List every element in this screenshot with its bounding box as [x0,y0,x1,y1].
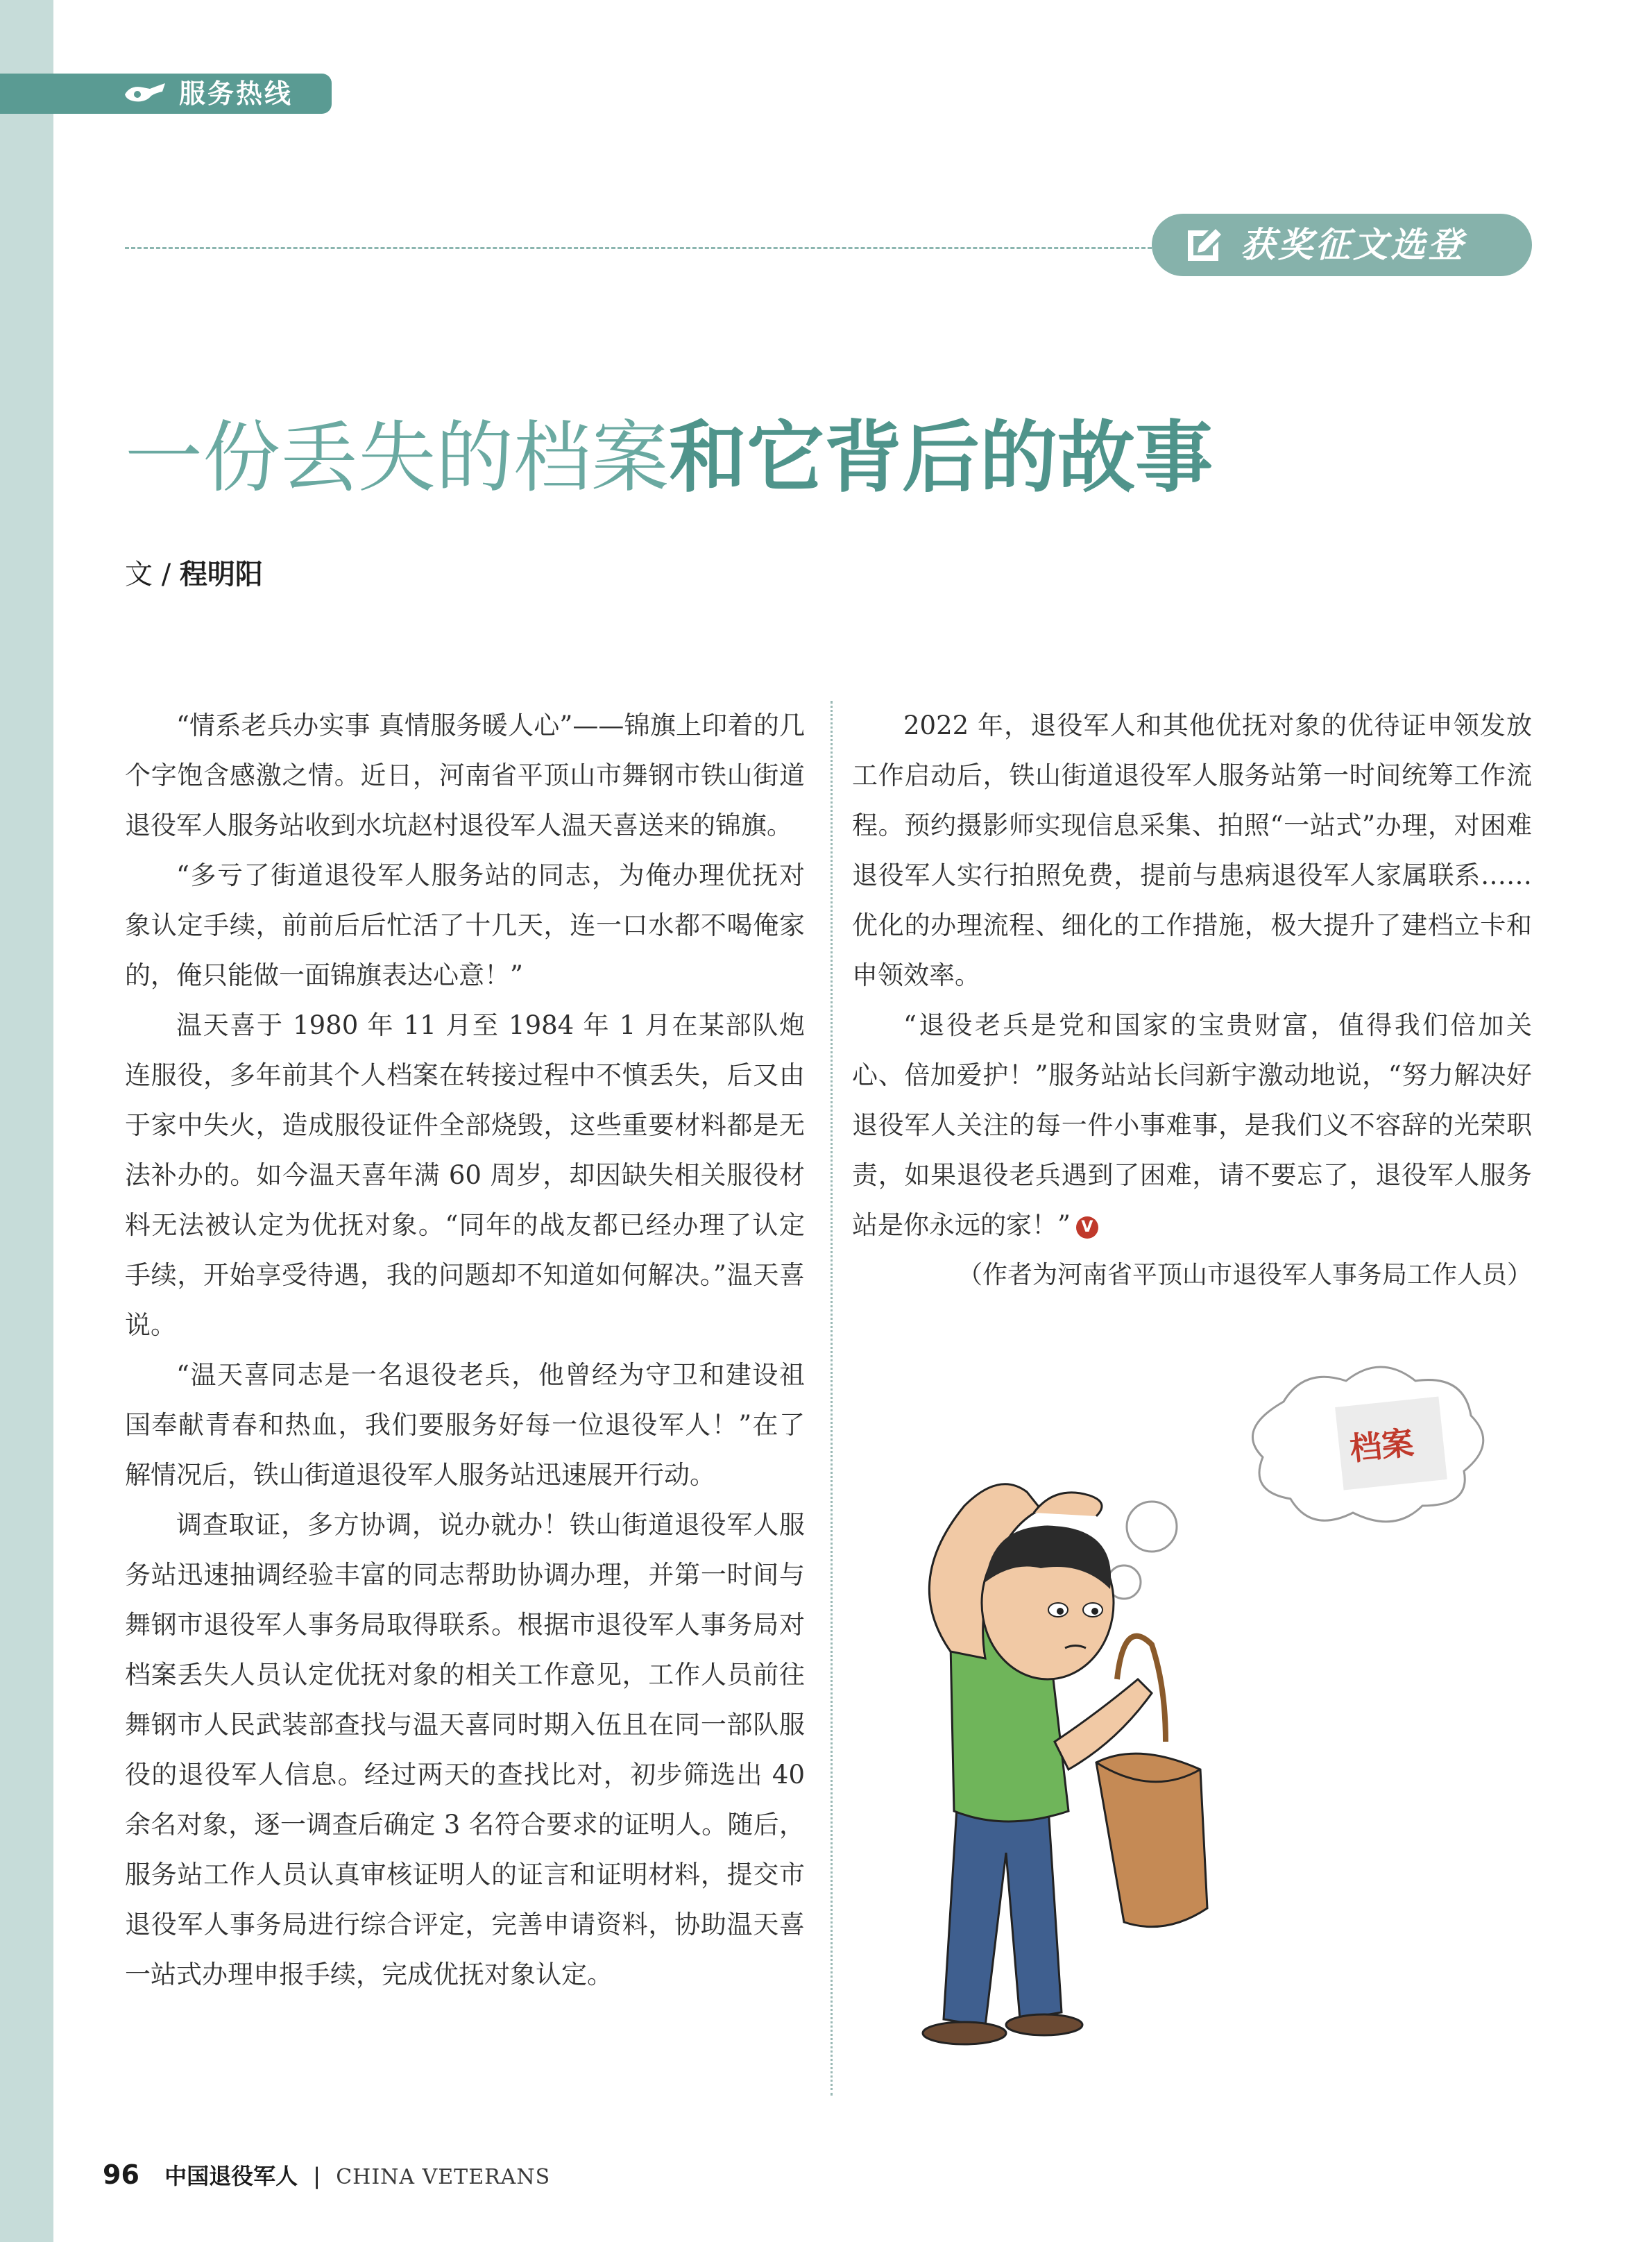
worried-man-icon [923,1484,1207,2044]
page-footer [103,2158,550,2194]
section-tab [0,74,332,114]
thought-label: 档案 [1347,1423,1415,1468]
paragraph: “情系老兵办实事 真情服务暖人心”——锦旗上印着的几个字饱含感激之情。近日，河南省平顶山市舞钢市铁山街道退役军人服务站收到水坑赵村退役军人温天喜送来的锦旗。 [125,711,805,840]
article-column-left [125,701,805,2000]
byline [125,555,263,594]
byline-author: 程明阳 [179,559,263,591]
paragraph: “多亏了街道退役军人服务站的同志，为俺办理优抚对象认定手续，前前后后忙活了十几天，连一口水都不喝俺家的，俺只能做一面锦旗表达心意！” [125,860,805,990]
paragraph [852,1001,1532,1250]
magazine-name-en: CHINA VETERANS [336,2165,551,2189]
column-divider [831,701,833,2096]
magazine-name-cn: 中国退役军人 [164,2163,298,2189]
header-dashed-rule [125,247,1152,249]
paragraph: 温天喜于 1980 年 11 月至 1984 年 1 月在某部队炮连服役，多年前其个人档案在转接过程中不慎丢失，后又由于家中失火，造成服役证件全部烧毁，这些重要材料都是无法补办的。如今温天喜年满 60 周岁，却因缺失相关服役材料无法被认定为优抚对象。“同年的战友都已经办理了认定手续，开始享受待遇，我的问题却不知道如何解决。”温天喜说。 [125,1010,805,1340]
illustration [888,1353,1540,2082]
pen-note-icon [1185,226,1224,266]
section-label: 服务热线 [179,78,293,109]
author-note: （作者为河南省平顶山市退役军人事务局工作人员） [957,1261,1532,1289]
paragraph: 调查取证，多方协调，说办就办！铁山街道退役军人服务站迅速抽调经验丰富的同志帮助协调办理，并第一时间与舞钢市退役军人事务局取得联系。根据市退役军人事务局对档案丢失人员认定优抚对象的相关工作意见，工作人员前往舞钢市人民武装部查找与温天喜同时期入伍且在同一部队服役的退役军人信息。经过两天的查找比对，初步筛选出 40 余名对象，逐一调查后确定 3 名符合要求的证明人。随后，服务站工作人员认真审核证明人的证言和证明材料，提交市退役军人事务局进行综合评定，完善申请资料，协助温天喜一站式办理申报手续，完成优抚对象认定。 [125,1510,805,1989]
paragraph: 2022 年，退役军人和其他优抚对象的优待证申领发放工作启动后，铁山街道退役军人服务站第一时间统筹工作流程。预约摄影师实现信息采集、拍照“一站式”办理，对困难退役军人实行拍照免费，提前与患病退役军人家属联系……优化的办理流程、细化的工作措施，极大提升了建档立卡和申领效率。 [852,711,1532,990]
left-margin-strip [0,0,53,2242]
title-part-bold: 和它背后的故事 [669,413,1213,503]
paragraph: “温天喜同志是一名退役老兵，他曾经为守卫和建设祖国奉献青春和热血，我们要服务好每一位退役军人！”在了解情况后，铁山街道退役军人服务站迅速展开行动。 [125,1360,805,1490]
column-label: 获奖征文选登 [1241,225,1465,265]
footer-separator: | [313,2163,321,2189]
paragraph-text: “退役老兵是党和国家的宝贵财富，值得我们倍加关心、倍加爱护！”服务站站长闫新宇激动地说，“努力解决好退役军人关注的每一件小事难事，是我们义不容辞的光荣职责，如果退役老兵遇到了困难，请不要忘了，退役军人服务站是你永远的家！” [852,1010,1532,1240]
thought-bubble-icon [1107,1367,1483,1599]
article-title [125,409,1213,507]
title-part-light: 一份丢失的档案 [125,413,669,503]
column-pill [1152,214,1532,276]
article-column-right [852,701,1532,1300]
hotline-icon [122,80,169,110]
end-mark-icon: V [1076,1216,1098,1239]
byline-prefix: 文 / [125,559,180,591]
page-number: 96 [103,2159,139,2190]
